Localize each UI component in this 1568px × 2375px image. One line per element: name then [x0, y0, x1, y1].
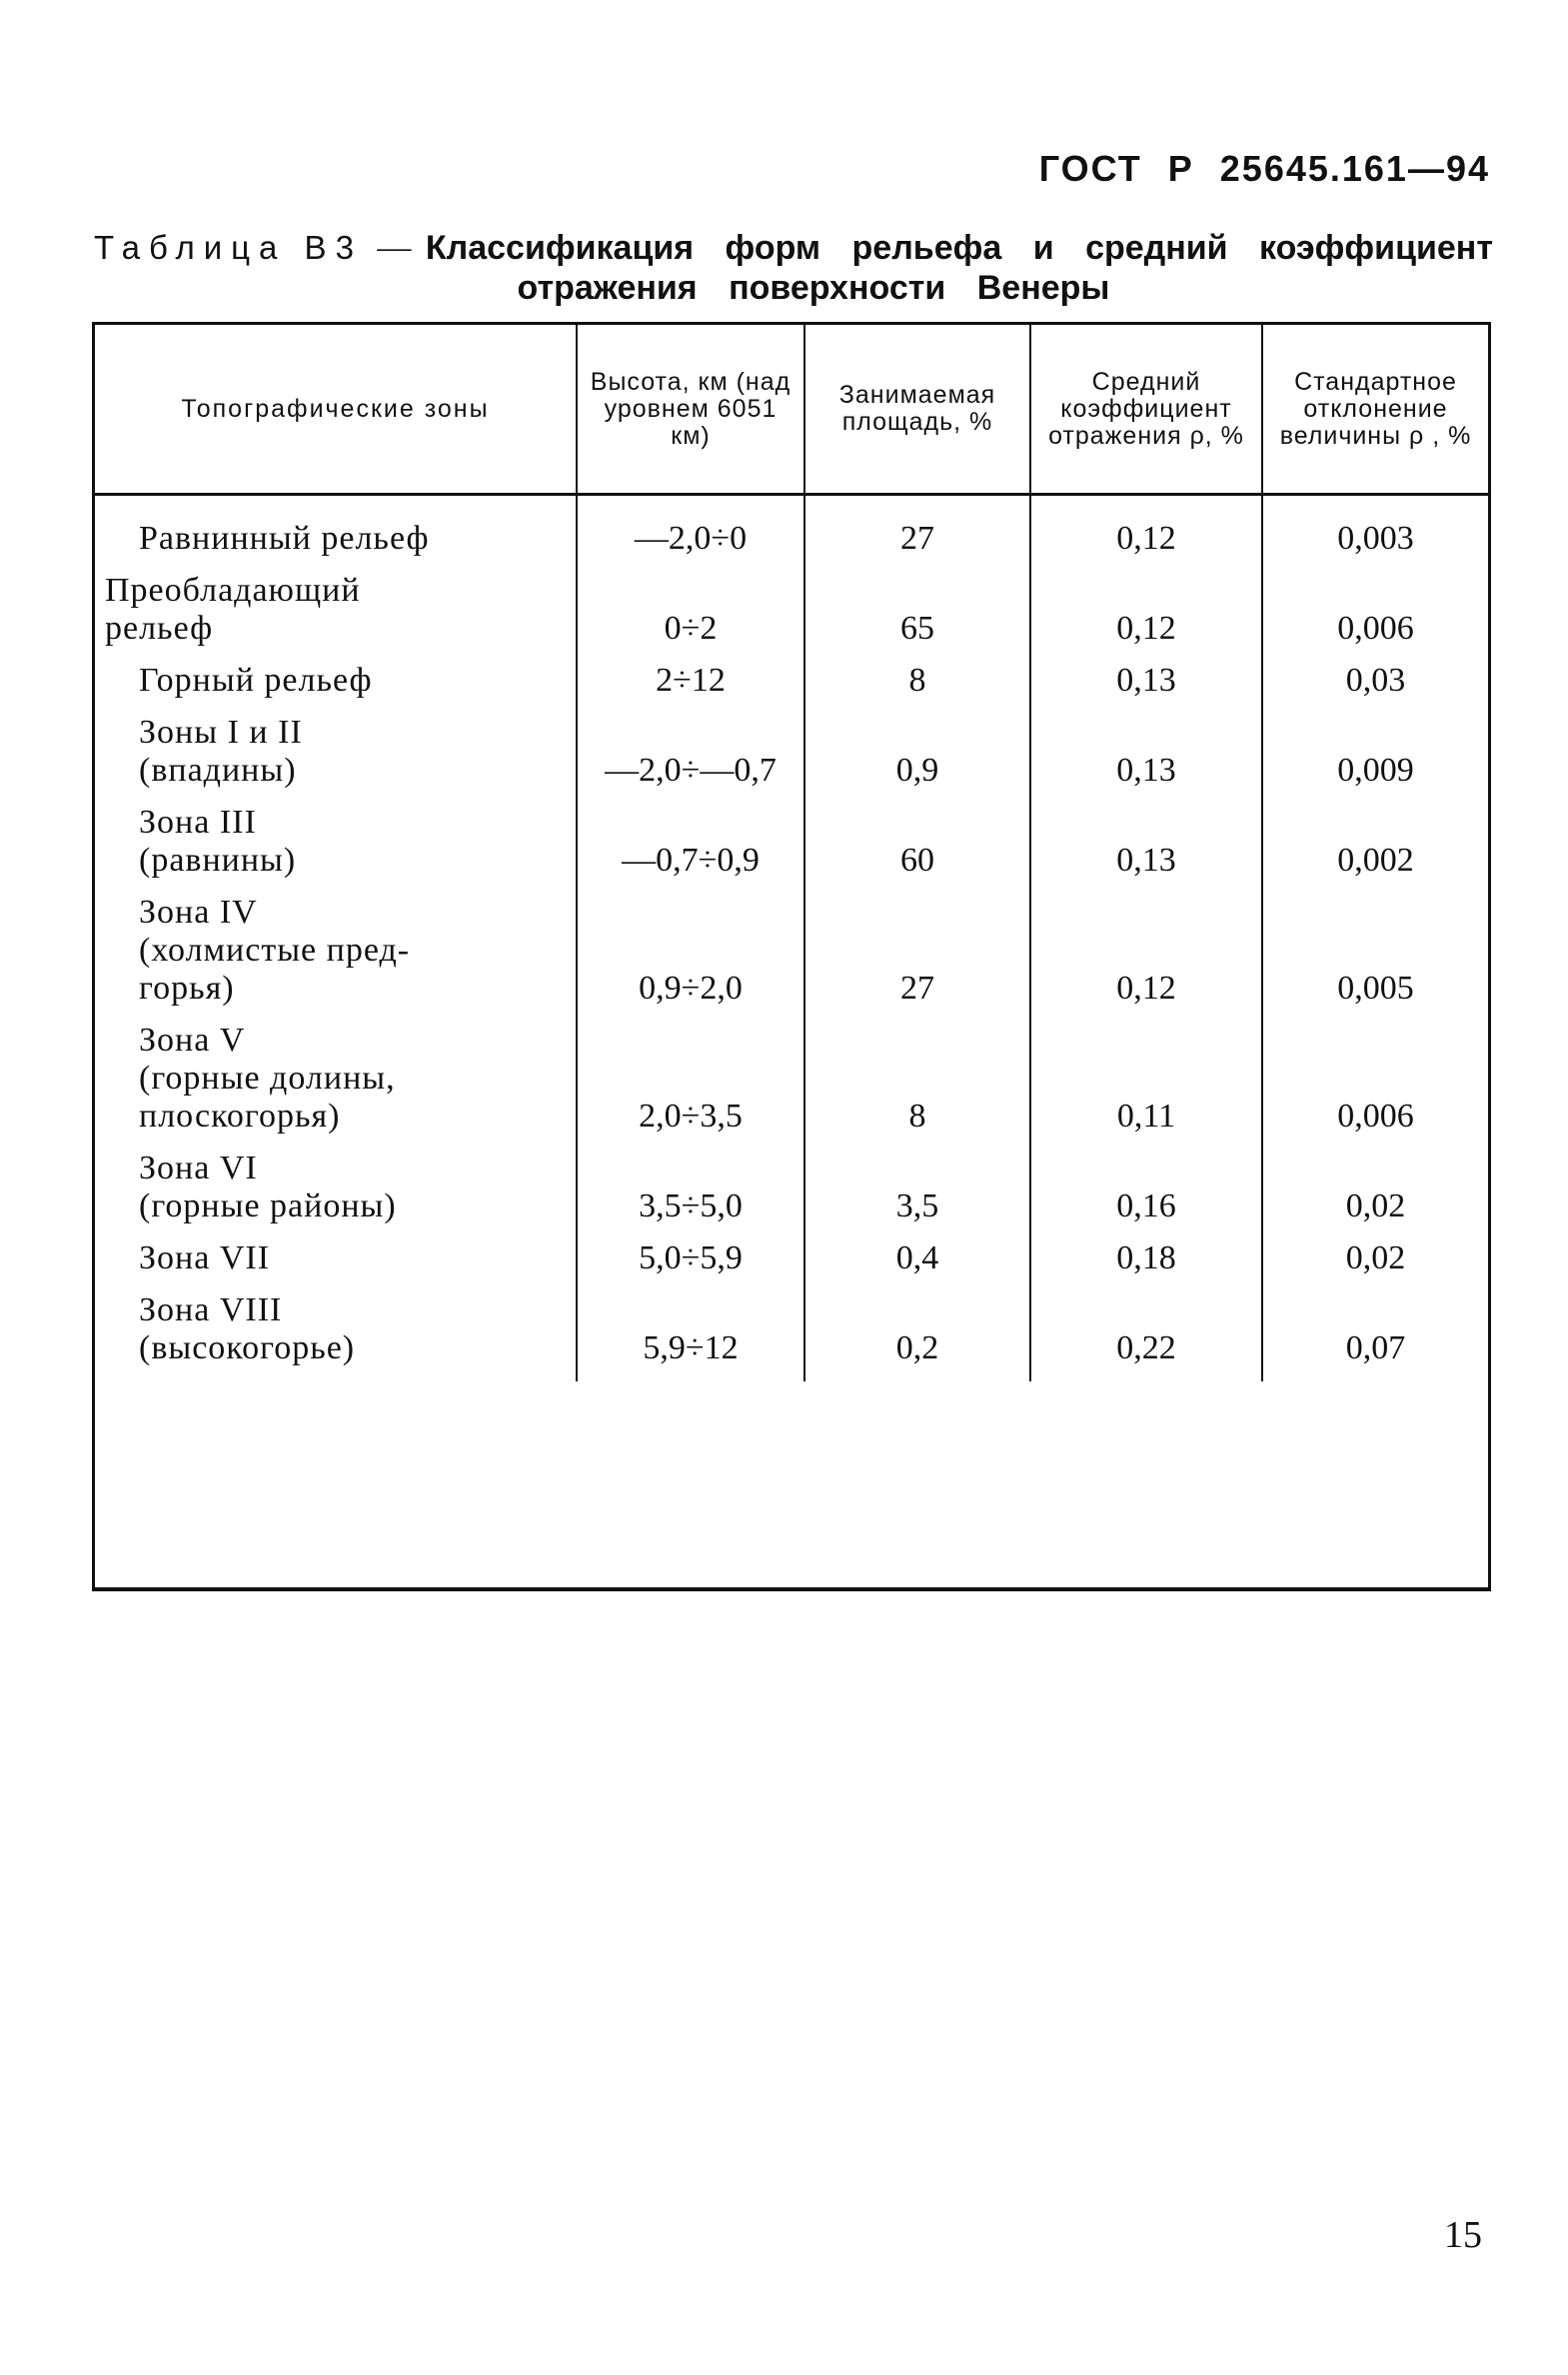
- cell-area: 3,5: [804, 1150, 1030, 1239]
- table-row: [95, 572, 1488, 662]
- cell-reflectance: 0,12: [1030, 894, 1262, 1022]
- column-header-reflectance: Средний коэффициент отражения ρ, %: [1030, 325, 1262, 495]
- cell-reflectance: 0,11: [1030, 1022, 1262, 1150]
- cell-zone: Зоны I и II (впадины): [139, 714, 303, 789]
- cell-height: 0÷2: [577, 572, 804, 662]
- cell-std-deviation: 0,002: [1262, 804, 1488, 894]
- table-row: [95, 662, 1488, 714]
- caption-dash: —: [377, 229, 412, 266]
- cell-zone: Зона VIII (высокогорье): [139, 1291, 356, 1366]
- cell-area: 0,2: [804, 1291, 1030, 1381]
- cell-area: 27: [804, 495, 1030, 573]
- cell-height: —0,7÷0,9: [577, 804, 804, 894]
- cell-zone: Горный рельеф: [139, 662, 373, 699]
- cell-std-deviation: 0,009: [1262, 714, 1488, 804]
- cell-area: 65: [804, 572, 1030, 662]
- cell-zone: Преобладающий рельеф: [105, 572, 361, 647]
- cell-std-deviation: 0,02: [1262, 1239, 1488, 1291]
- table-row: [95, 1239, 1488, 1291]
- table-row: [95, 714, 1488, 804]
- cell-height: 2,0÷3,5: [577, 1022, 804, 1150]
- cell-reflectance: 0,13: [1030, 804, 1262, 894]
- cell-reflectance: 0,12: [1030, 572, 1262, 662]
- cell-std-deviation: 0,07: [1262, 1291, 1488, 1381]
- table-caption: [94, 228, 1493, 308]
- cell-std-deviation: 0,006: [1262, 572, 1488, 662]
- table-row: [95, 1291, 1488, 1381]
- document-code: ГОСТ Р 25645.161—94: [1038, 148, 1490, 189]
- page-number: 15: [1444, 2214, 1482, 2256]
- table-row: [95, 804, 1488, 894]
- cell-std-deviation: 0,03: [1262, 662, 1488, 714]
- cell-std-deviation: 0,02: [1262, 1150, 1488, 1239]
- table-row: [95, 894, 1488, 1022]
- cell-reflectance: 0,12: [1030, 495, 1262, 573]
- cell-height: 0,9÷2,0: [577, 894, 804, 1022]
- cell-area: 8: [804, 1022, 1030, 1150]
- table-header-row: [95, 325, 1488, 495]
- cell-height: 3,5÷5,0: [577, 1150, 804, 1239]
- cell-height: 5,9÷12: [577, 1291, 804, 1381]
- cell-reflectance: 0,13: [1030, 662, 1262, 714]
- cell-area: 60: [804, 804, 1030, 894]
- cell-height: —2,0÷—0,7: [577, 714, 804, 804]
- cell-reflectance: 0,18: [1030, 1239, 1262, 1291]
- cell-area: 8: [804, 662, 1030, 714]
- cell-area: 27: [804, 894, 1030, 1022]
- table-row: [95, 1022, 1488, 1150]
- cell-reflectance: 0,22: [1030, 1291, 1262, 1381]
- table-title-line1: Классификация форм рельефа и средний коэффициент: [425, 229, 1493, 267]
- table-row: [95, 495, 1488, 573]
- column-header-std-deviation: Стандартное отклонение величины ρ , %: [1262, 325, 1488, 495]
- cell-std-deviation: 0,003: [1262, 495, 1488, 573]
- column-header-area: Занимаемая площадь, %: [804, 325, 1030, 495]
- table-label: Таблица В3: [94, 229, 363, 266]
- cell-zone: Зона VII: [139, 1239, 271, 1276]
- cell-zone: Зона VI (горные районы): [139, 1150, 397, 1224]
- data-table-frame: [92, 322, 1491, 1591]
- relief-classification-table: [95, 325, 1488, 1381]
- cell-zone: Равнинный рельеф: [139, 520, 430, 557]
- cell-std-deviation: 0,006: [1262, 1022, 1488, 1150]
- cell-height: 2÷12: [577, 662, 804, 714]
- cell-zone: Зона III (равнины): [139, 804, 297, 879]
- cell-zone: Зона IV (холмистые пред- горья): [139, 894, 411, 1007]
- cell-zone: Зона V (горные долины, плоскогорья): [139, 1022, 396, 1135]
- table-title-line2: отражения поверхности Венеры: [517, 269, 1110, 307]
- column-header-height: Высота, км (над уровнем 6051 км): [577, 325, 804, 495]
- column-header-zones: Топографические зоны: [95, 325, 577, 495]
- cell-area: 0,9: [804, 714, 1030, 804]
- cell-reflectance: 0,16: [1030, 1150, 1262, 1239]
- cell-reflectance: 0,13: [1030, 714, 1262, 804]
- cell-height: 5,0÷5,9: [577, 1239, 804, 1291]
- cell-area: 0,4: [804, 1239, 1030, 1291]
- cell-height: —2,0÷0: [577, 495, 804, 573]
- table-row: [95, 1150, 1488, 1239]
- cell-std-deviation: 0,005: [1262, 894, 1488, 1022]
